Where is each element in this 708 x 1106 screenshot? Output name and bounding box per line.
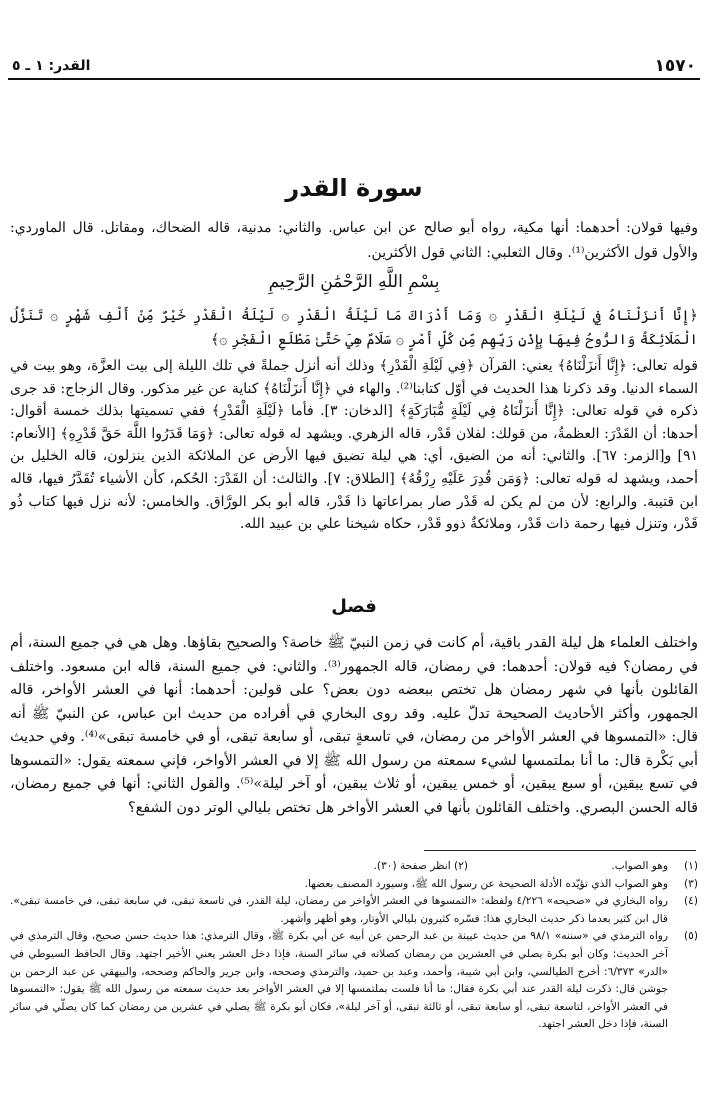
footnote-5 bbox=[10, 928, 698, 1034]
footnote-number: (٢) bbox=[454, 860, 468, 872]
footnote-number: (١) bbox=[684, 860, 698, 872]
section-reference: القدر: ١ ـ ٥ bbox=[12, 58, 91, 74]
intro-paragraph: وفيها قولان: أحدهما: أنها مكية، رواه أبو صالح عن ابن عباس. والثاني: مدنية، قاله الضحاك، ومقاتل. قال الماوردي: والأول قول الأكثرين⁽¹⁾. وقال الثعلبي: الثاني قول الأكثرين. bbox=[10, 220, 698, 261]
section-heading: فصل bbox=[331, 596, 377, 617]
footnote-rule bbox=[424, 850, 696, 851]
footnote-2 bbox=[374, 858, 468, 876]
footnote-text: وهو الصواب الذي تؤيّده الأدلة الصحيحة عن رسول الله ﷺ، وسيورد المصنف بعضها. bbox=[304, 877, 668, 890]
footnote-number: (٥) bbox=[684, 930, 698, 943]
running-header bbox=[8, 56, 700, 76]
footnote-row-1-2 bbox=[10, 858, 698, 876]
basmala: بِسْمِ اللَّهِ الرَّحْمَٰنِ الرَّحِيمِ bbox=[268, 272, 440, 292]
footnote-4 bbox=[10, 893, 698, 928]
header-rule bbox=[8, 78, 700, 80]
commentary-paragraph: قوله تعالى: ﴿إِنَّا أَنزَلْنَاهُ﴾ يعني: القرآن ﴿فِي لَيْلَةِ الْقَدْرِ﴾ وذلك أنه أنزل جملةً في تلك الليلة إلى بيت العزَّة، وهو بيت في السماء الدنيا. وقد ذكرنا هذا الحديث في أوّل كتابنا⁽²⁾. والهاء في ﴿إِنَّا أَنزَلْنَاهُ﴾ كناية عن غير مذكور. وقال الزجاج: قد جرى ذكره في قوله تعالى: ﴿إِنَّا أَنزَلْنَاهُ فِي لَيْلَةٍ مُّبَارَكَةٍ﴾ [الدخان: ٣]. فأما ﴿لَيْلَةِ الْقَدْرِ﴾ ففي تسميتها بذلك خمسة أقوال: أحدها: أن القَدْرَ: العظمةُ، من قولك: لفلان قَدْر، قاله الزهري. ويشهد له قوله تعالى: ﴿وَمَا قَدَرُوا اللَّهَ حَقَّ قَدْرِهِ﴾ [الأنعام: ٩١] و[الزمر: ٦٧]. والثاني: أنه من الضيق، أي: هي ليلة تضيق فيها الأرض عن الملائكة الذين ينزلون، قاله الخليل بن أحمد، ويشهد له قوله تعالى: ﴿وَمَن قُدِرَ عَلَيْهِ رِزْقُهُ﴾ [الطلاق: ٧]. والثالث: أن القَدْرَ: الحُكم، كأن الأشياء تُقَدَّرُ فيها، قاله ابن قتيبة. والرابع: لأن من لم يكن له قَدْر صار بمراعاتها ذا قَدْر، قاله أبو بكر الورَّاق. والخامس: لأنه نزل فيها كتاب ذُو قَدْر، وتنزل فيها رحمة ذات قَدْر، وملائكةٌ ذوو قَدْر، حكاه شيخنا علي بن عبيد الله. bbox=[10, 358, 699, 533]
footnote-text: انظر صفحة (٣٠). bbox=[373, 860, 451, 872]
quran-verses: ﴿إِنَّا أَنزَلْنَاهُ فِي لَيْلَةِ الْقَدْرِ ۞ وَمَا أَدْرَاكَ مَا لَيْلَةُ الْقَدْرِ ۞ لَيْلَةُ الْقَدْرِ خَيْرٌ مِّنْ أَلْفِ شَهْرٍ ۞ تَنَزَّلُ الْمَلَائِكَةُ وَالرُّوحُ فِيهَا بِإِذْنِ رَبِّهِم مِّن كُلِّ أَمْرٍ ۞ سَلَامٌ هِيَ حَتَّىٰ مَطْلَعِ الْفَجْرِ ۞﴾ bbox=[10, 308, 699, 348]
footnotes bbox=[10, 858, 698, 1034]
footnote-1 bbox=[468, 858, 698, 876]
footnote-3 bbox=[10, 876, 698, 894]
footnote-number: (٣) bbox=[684, 877, 698, 890]
footnote-number: (٤) bbox=[684, 895, 698, 908]
footnote-text: رواه البخاري في «صحيحه» ٤/٢٢٦ ولفظه: «التمسوها في العشر الأواخر من رمضان، ليلة القدر، في تاسعة تبقى، في سابعة تبقى، في خامسة تبقى». قال ابن كثير بعدما ذكر حديث البخاري هذا: فسّره كثيرون بليالي الأوتار، وهو أظهر وأشهر. bbox=[10, 895, 668, 925]
footnote-text: وهو الصواب. bbox=[611, 860, 668, 872]
footnote-text: رواه الترمذي في «سننه» ٩٨/١ من حديث عيينة بن عبد الرحمن عن أبيه عن أبي بكرة ﷺ، وقال الترمذي: هذا حديث حسن صحيح، وقال الترمذي في آخر الحديث: وكان أبو بكرة يصلي في العشرين من رمضان كصلاته في سائر السنة، فإذا دخل العشر يعني الأخير اجتهد. وقال الحافظ السيوطي في «الدر» ٦/٣٧٣: أخرج الطيالسي، وابن أبي شيبة، وأحمد، وعبد بن حميد، والترمذي وصححه، وابن جرير والحاكم وصححه، والبيهقي عن عبد الرحمن بن جوشن قال: ذكرت ليلة القدر عند أبي بكرة فقال: ما أنا فلست بملتمسها إلا في العشر الأواخر بعد حديث سمعته من رسول الله ﷺ يقول: «التمسوها في العشر الأواخر، لتاسعة تبقى، أو سابعة تبقى، أو ثالثة تبقى، أو آخر ليلة»، فكان أبو بكرة ﷺ يصلي في عشرين من رمضان كما كان يصلّي في سائر السنة، فإذا دخل العشر اجتهد. bbox=[10, 930, 668, 1031]
fasl-paragraph: واختلف العلماء هل ليلة القدر باقية، أم كانت في زمن النبيّ ﷺ خاصة؟ والصحيح بقاؤها. وهل هي في جميع السنة، أم في رمضان؟ فيه قولان: أحدهما: في رمضان، قاله الجمهور⁽³⁾. والثاني: في جميع السنة، قاله ابن مسعود. واختلف القائلون بأنها في شهر رمضان هل تختص ببعضه دون بعض؟ على قولين: أحدهما: أنها في العشر الأواخر، قاله الجمهور، وأكثر الأحاديث الصحيحة تدلّ عليه. وقد روى البخاري في أفراده من حديث ابن عباس، عن النبيّ ﷺ أنه قال: «التمسوها في العشر الأواخر من رمضان، في تاسعةٍ تبقى، أو سابعة تبقى، أو في خامسة تبقى»⁽⁴⁾. وفي حديث أبي بَكْرة قال: ما أنا بملتمسها لشيء سمعته من رسول الله ﷺ إلا في العشر الأواخر، فإني سمعته يقول: «التمسوها في تسع يبقين، أو سبع يبقين، أو خمس يبقين، أو ثلاث يبقين، أو آخر ليلة»⁽⁵⁾. والقول الثاني: أنها في جميع رمضان، قاله الحسن البصري. واختلف القائلون بأنها في العشر الأواخر هل تختص بليالي الوتر دون الشفع؟ bbox=[10, 635, 698, 816]
page-number: ١٥٧٠ bbox=[654, 56, 696, 76]
surah-title: سورة القدر bbox=[285, 174, 423, 202]
